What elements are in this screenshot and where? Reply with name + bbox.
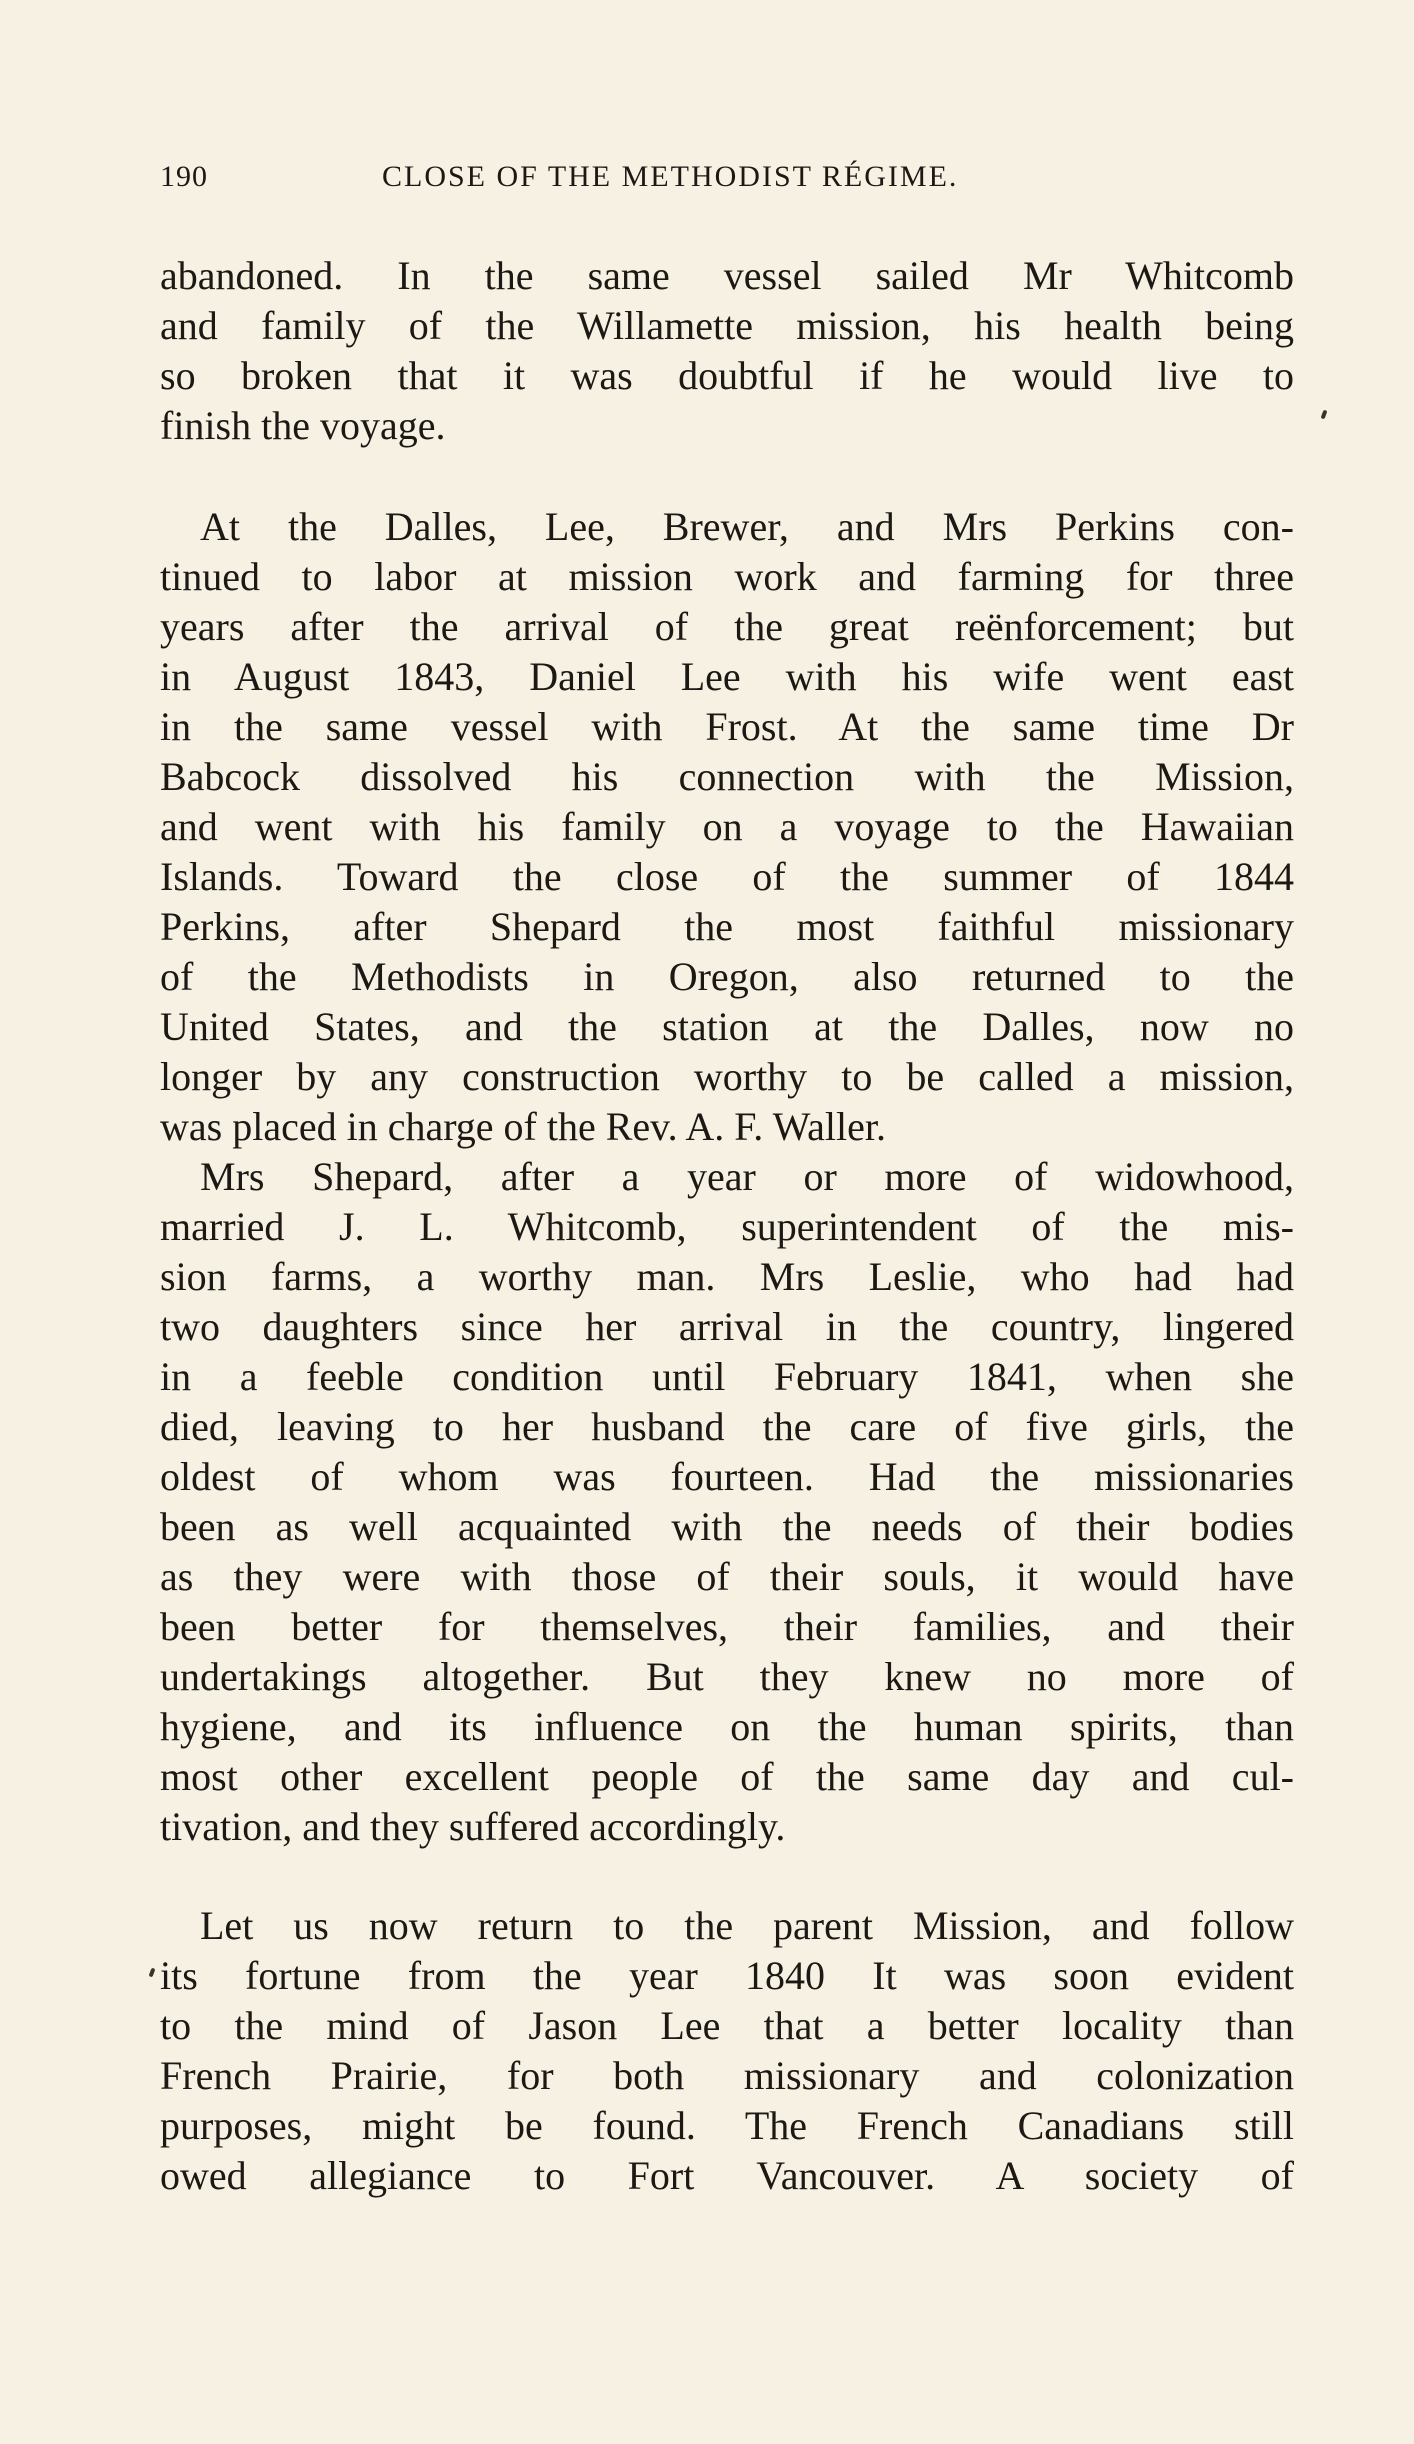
text-line: Let us now return to the parent Mission, and follow xyxy=(200,1903,1294,1948)
text-line: its fortune from the year 1840 It was soon evident xyxy=(160,1953,1294,1998)
text-line: owed allegiance to Fort Vancouver. A society of xyxy=(160,2153,1294,2198)
text-line: finish the voyage. xyxy=(160,403,446,448)
text-line: in August 1843, Daniel Lee with his wife went east xyxy=(160,654,1294,699)
text-line: so broken that it was doubtful if he would live to xyxy=(160,353,1294,398)
text-line: hygiene, and its influence on the human spirits, than xyxy=(160,1704,1294,1749)
text-line: Perkins, after Shepard the most faithful missionary xyxy=(160,904,1294,949)
text-line: married J. L. Whitcomb, superintendent of the mis- xyxy=(160,1204,1294,1249)
text-line: years after the arrival of the great reënforcement; but xyxy=(160,604,1294,649)
text-line: Mrs Shepard, after a year or more of widowhood, xyxy=(200,1154,1294,1199)
text-line: sion farms, a worthy man. Mrs Leslie, who had had xyxy=(160,1254,1294,1299)
text-line: been better for themselves, their families, and their xyxy=(160,1604,1294,1649)
text-line: tinued to labor at mission work and farming for three xyxy=(160,554,1294,599)
text-line: longer by any construction worthy to be called a mission, xyxy=(160,1054,1294,1099)
text-line: United States, and the station at the Dalles, now no xyxy=(160,1004,1294,1049)
text-line: purposes, might be found. The French Canadians still xyxy=(160,2103,1294,2148)
running-head xyxy=(160,160,1080,200)
print-speck xyxy=(149,1968,156,1978)
text-line: was placed in charge of the Rev. A. F. Waller. xyxy=(160,1104,886,1149)
text-line: French Prairie, for both missionary and colonization xyxy=(160,2053,1294,2098)
text-line: most other excellent people of the same day and cul- xyxy=(160,1754,1294,1799)
text-line: undertakings altogether. But they knew no more of xyxy=(160,1654,1294,1699)
print-speck xyxy=(1321,410,1328,420)
text-line: in a feeble condition until February 1841, when she xyxy=(160,1354,1294,1399)
text-line: Islands. Toward the close of the summer of 1844 xyxy=(160,854,1294,899)
text-line: tivation, and they suffered accordingly. xyxy=(160,1804,786,1849)
text-line: oldest of whom was fourteen. Had the missionaries xyxy=(160,1454,1294,1499)
text-line: as they were with those of their souls, it would have xyxy=(160,1554,1294,1599)
text-line: and went with his family on a voyage to the Hawaiian xyxy=(160,804,1294,849)
text-line: to the mind of Jason Lee that a better locality than xyxy=(160,2003,1294,2048)
text-line: in the same vessel with Frost. At the same time Dr xyxy=(160,704,1294,749)
text-line: died, leaving to her husband the care of five girls, the xyxy=(160,1404,1294,1449)
text-line: two daughters since her arrival in the country, lingered xyxy=(160,1304,1294,1349)
text-line: of the Methodists in Oregon, also returned to the xyxy=(160,954,1294,999)
text-line: Babcock dissolved his connection with the Mission, xyxy=(160,754,1294,799)
text-line: and family of the Willamette mission, his health being xyxy=(160,303,1294,348)
running-title: CLOSE OF THE METHODIST RÉGIME. xyxy=(382,160,959,193)
text-line: abandoned. In the same vessel sailed Mr Whitcomb xyxy=(160,253,1294,298)
text-line: At the Dalles, Lee, Brewer, and Mrs Perkins con- xyxy=(200,504,1294,549)
text-line: been as well acquainted with the needs of their bodies xyxy=(160,1504,1294,1549)
page-number: 190 xyxy=(160,160,208,193)
